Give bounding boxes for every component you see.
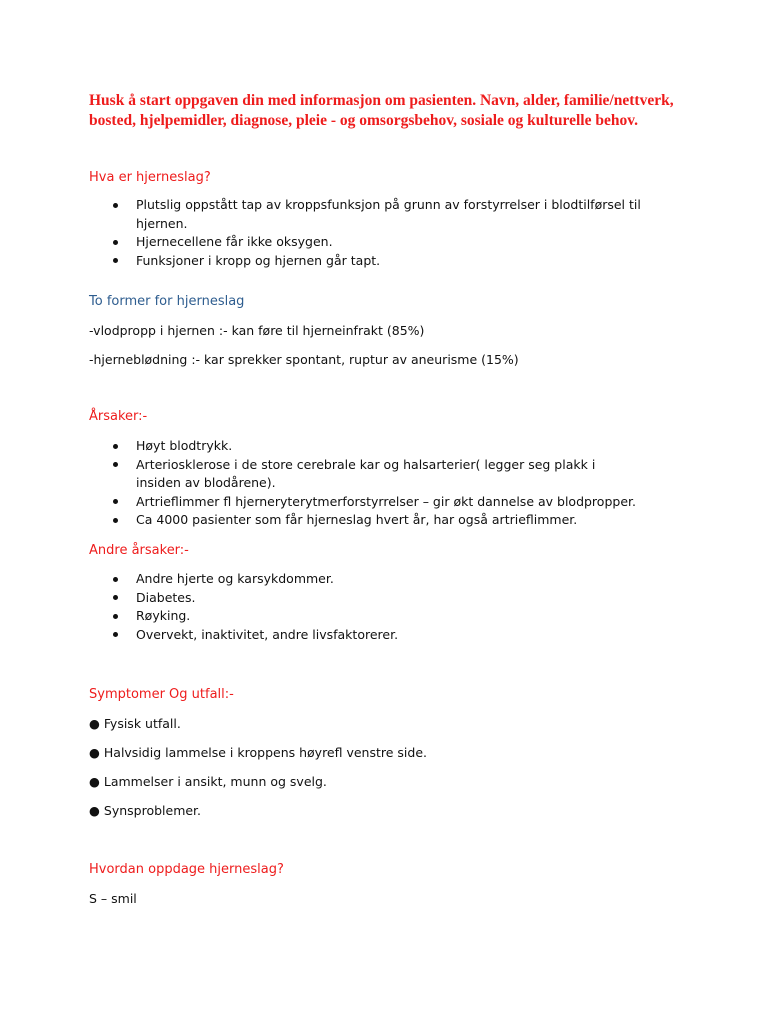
heading-causes: Årsaker:- xyxy=(89,409,148,424)
symptom-line: ● Halvsidig lammelse i kroppens høyrefl venstre side. xyxy=(89,745,428,760)
symptom-line: ● Lammelser i ansikt, munn og svelg. xyxy=(89,774,327,789)
list-item: Arteriosklerose i de store cerebrale kar og halsarterier( legger seg plakk i insiden av blodårene). xyxy=(113,456,643,493)
list-other-causes xyxy=(113,570,643,644)
heading-what-is-stroke: Hva er hjerneslag? xyxy=(89,170,211,185)
list-item: Røyking. xyxy=(113,607,643,626)
symptom-line: ● Fysisk utfall. xyxy=(89,716,181,731)
list-item: Funksjoner i kropp og hjernen går tapt. xyxy=(113,252,643,271)
intro-paragraph: Husk å start oppgaven din med informasjon om pasienten. Navn, alder, familie/nettverk, bosted, hjelpemidler, diagnose, pleie - og omsorgsbehov, sosiale og kulturelle behov. xyxy=(89,92,674,129)
list-item: Overvekt, inaktivitet, andre livsfaktorerer. xyxy=(113,626,643,645)
paragraph-blood-clot: -vlodpropp i hjernen :- kan føre til hjerneinfrakt (85%) xyxy=(89,323,425,338)
list-causes xyxy=(113,437,643,530)
list-item: Plutslig oppstått tap av kroppsfunksjon på grunn av forstyrrelser i blodtilførsel til hjernen. xyxy=(113,196,643,233)
heading-other-causes: Andre årsaker:- xyxy=(89,543,189,558)
list-item: Ca 4000 pasienter som får hjerneslag hvert år, har også artrieflimmer. xyxy=(113,511,643,530)
list-item: Hjernecellene får ikke oksygen. xyxy=(113,233,643,252)
detect-line: S – smil xyxy=(89,891,137,906)
symptom-line: ● Synsproblemer. xyxy=(89,803,202,818)
list-what-is-stroke xyxy=(113,196,643,270)
paragraph-brain-hemorrhage: -hjerneblødning :- kar sprekker spontant, ruptur av aneurisme (15%) xyxy=(89,352,519,367)
list-item: Diabetes. xyxy=(113,589,643,608)
list-item: Andre hjerte og karsykdommer. xyxy=(113,570,643,589)
heading-detect-stroke: Hvordan oppdage hjerneslag? xyxy=(89,862,284,877)
heading-symptoms: Symptomer Og utfall:- xyxy=(89,687,234,702)
list-item: Høyt blodtrykk. xyxy=(113,437,643,456)
heading-stroke-forms: To former for hjerneslag xyxy=(89,294,245,309)
list-item: Artrieflimmer fl hjerneryterytmerforstyrrelser – gir økt dannelse av blodpropper. xyxy=(113,493,643,512)
